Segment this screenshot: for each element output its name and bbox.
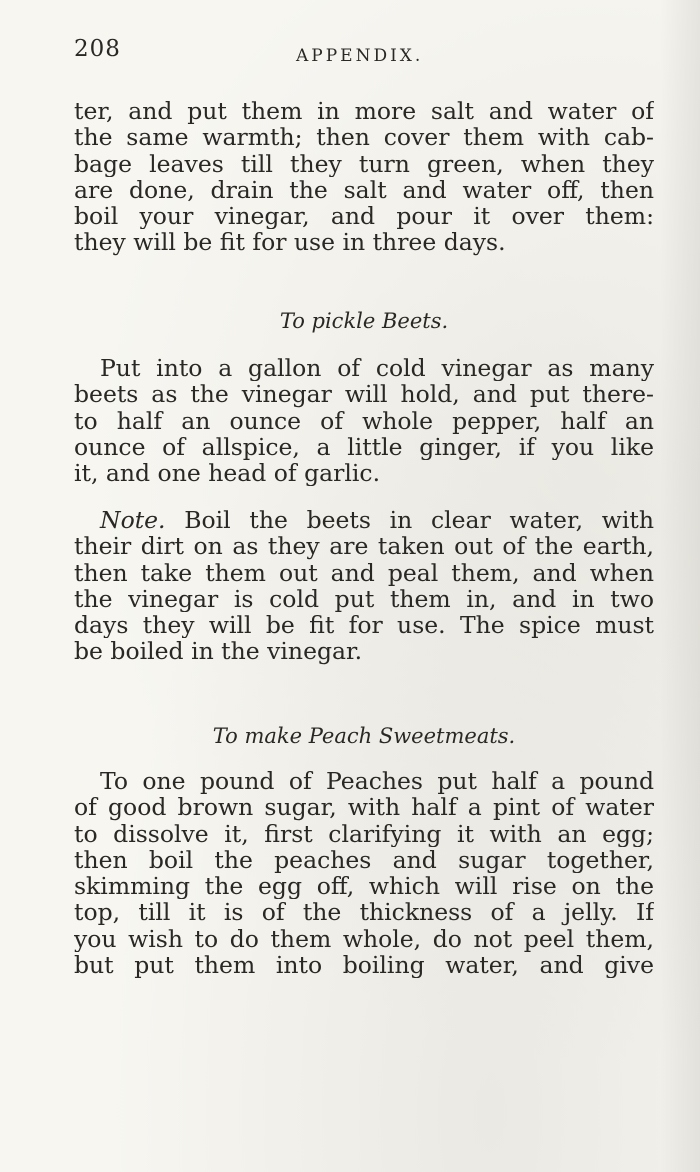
text-line: to half an ounce of whole pepper, half an <box>74 407 654 434</box>
page-header <box>74 36 654 70</box>
text-line: top, till it is of the thickness of a jelly. If <box>74 899 654 926</box>
text-line: Put into a gallon of cold vinegar as many <box>100 355 654 382</box>
note-first-line <box>74 507 654 533</box>
text-line: then boil the peaches and sugar together, <box>74 846 654 874</box>
text-line: the vinegar is cold put them in, and in two <box>74 585 654 613</box>
pickle-beets-paragraph <box>74 355 654 486</box>
text-line: to dissolve it, first clarifying it with an egg; <box>74 820 654 847</box>
note-label: Note. <box>100 507 166 534</box>
text-line: but put them into boiling water, and give <box>74 952 654 979</box>
pickle-beets-note <box>74 507 654 665</box>
text-line: ter, and put them in more salt and water of <box>74 98 654 125</box>
page-edge-shadow <box>660 0 700 1172</box>
text-line: you wish to do them whole, do not peel them, <box>74 925 654 953</box>
text-line: bage leaves till they turn green, when they <box>74 150 654 177</box>
note-first-line-text: Boil the beets in clear water, with <box>184 507 654 534</box>
recipe-heading-peach-sweetmeats: To make Peach Sweetmeats. <box>212 724 516 748</box>
text-line: they will be fit for use in three days. <box>74 229 506 256</box>
text-line: To one pound of Peaches put half a pound <box>100 768 654 795</box>
text-line: ounce of allspice, a little ginger, if you like <box>74 433 654 461</box>
continuation-paragraph <box>74 98 654 256</box>
recipe-heading-pickle-beets: To pickle Beets. <box>279 309 449 333</box>
running-head: APPENDIX. <box>296 46 424 66</box>
text-line: skimming the egg off, which will rise on the <box>74 873 654 900</box>
page-number: 208 <box>74 36 121 62</box>
text-line: days they will be fit for use. The spice must <box>74 612 654 639</box>
text-line: are done, drain the salt and water off, then <box>74 176 654 204</box>
text-line: their dirt on as they are taken out of the earth, <box>74 533 654 560</box>
text-line: be boiled in the vinegar. <box>74 638 363 665</box>
text-line: then take them out and peal them, and when <box>74 559 654 586</box>
text-line: the same warmth; then cover them with cab- <box>74 124 654 151</box>
text-line: of good brown sugar, with half a pint of water <box>74 794 654 821</box>
text-line: boil your vinegar, and pour it over them: <box>74 203 654 230</box>
text-line: it, and one head of garlic. <box>74 460 381 487</box>
text-line: beets as the vinegar will hold, and put there- <box>74 381 654 408</box>
peach-sweetmeats-paragraph <box>74 768 654 978</box>
